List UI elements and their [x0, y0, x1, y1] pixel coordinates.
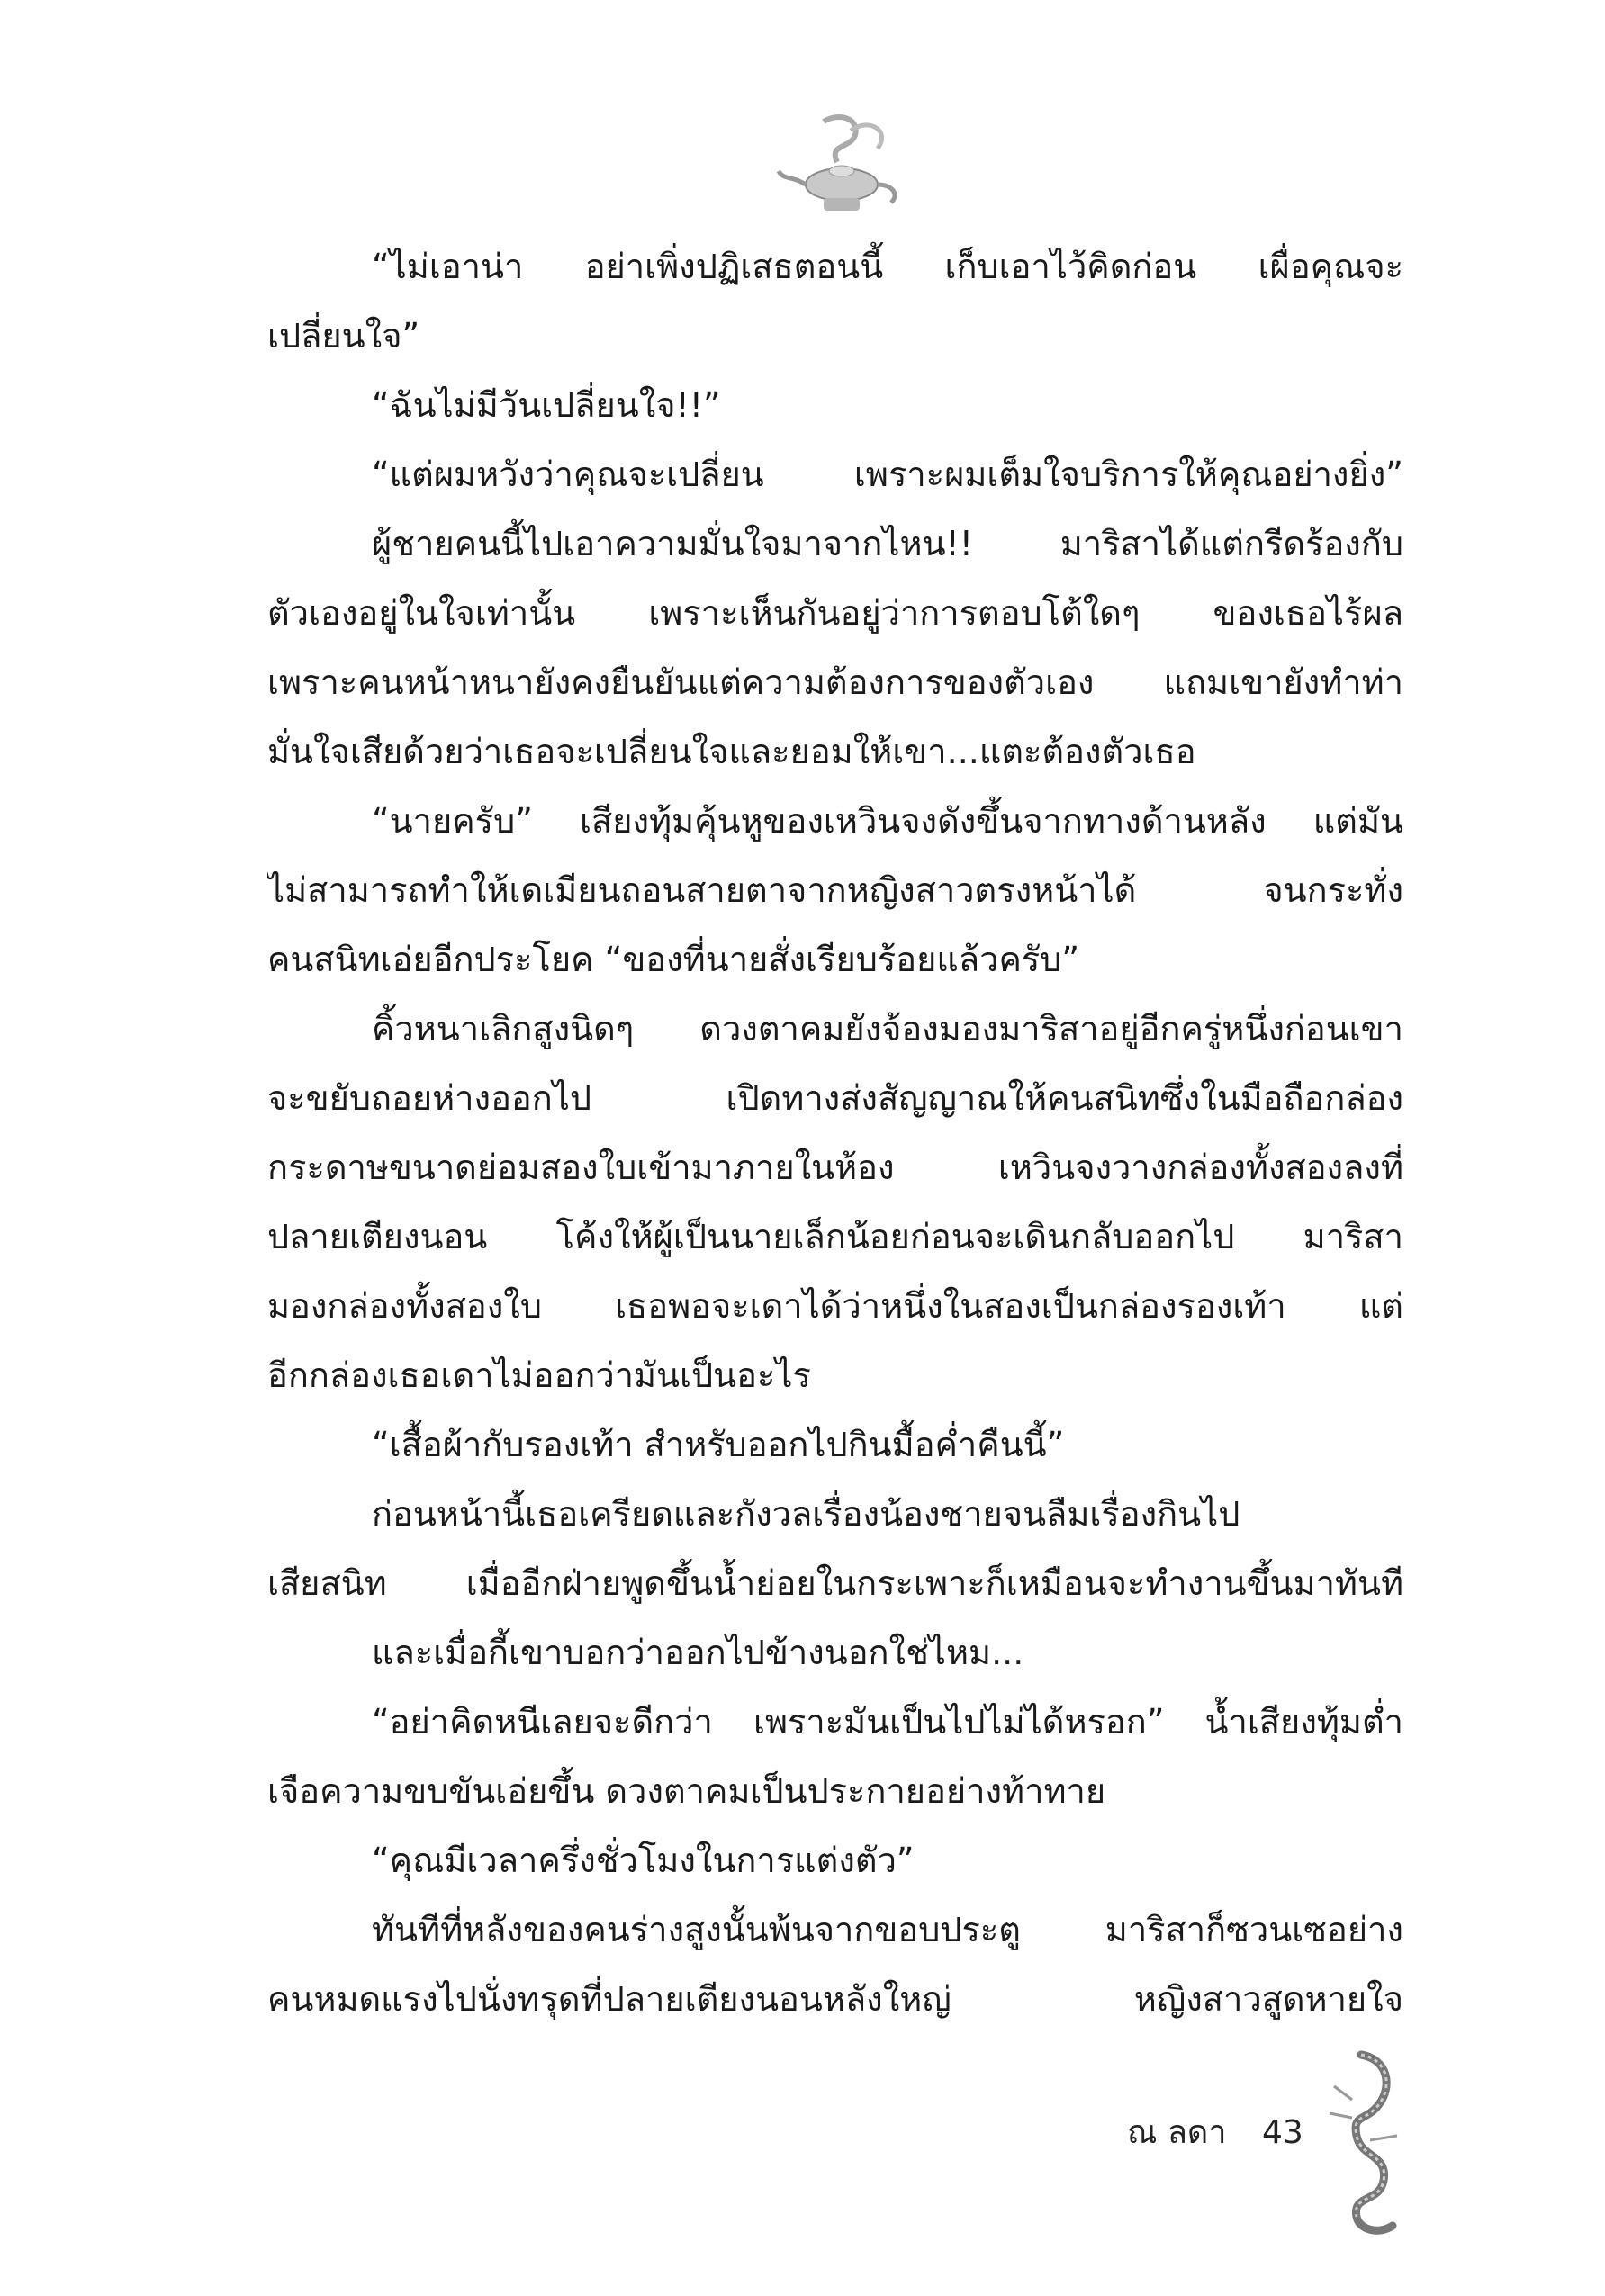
page-number: 43 [1261, 2114, 1303, 2151]
text-line: “อย่าคิดหนีเลยจะดีกว่า เพราะมันเป็นไปไม่ได้หรอก” น้ำเสียงทุ้มต่ำ [372, 1702, 1403, 1742]
text-line: เปลี่ยนใจ” [267, 316, 420, 356]
text-line: “นายครับ” เสียงทุ้มคุ้นหูของเหวินจงดังขึ้นจากทางด้านหลัง แต่มัน [372, 801, 1403, 841]
text-line: ไม่สามารถทำให้เดเมียนถอนสายตาจากหญิงสาวตรงหน้าได้ จนกระทั่ง [267, 870, 1403, 910]
text-line: ทันทีที่หลังของคนร่างสูงนั้นพ้นจากขอบประตู มาริสาก็ซวนเซอย่าง [372, 1910, 1403, 1949]
text-line: “คุณมีเวลาครึ่งชั่วโมงในการแต่งตัว” [372, 1841, 915, 1880]
text-line: “ฉันไม่มีวันเปลี่ยนใจ!!” [372, 385, 721, 425]
text-line: เพราะคนหน้าหนายังคงยืนยันแต่ความต้องการของตัวเอง แถมเขายังทำท่า [267, 662, 1403, 702]
text-line: ตัวเองอยู่ในใจเท่านั้น เพราะเห็นกันอยู่ว่าการตอบโต้ใดๆ ของเธอไร้ผล [267, 593, 1403, 633]
author-name: ณ ลดา [1127, 2114, 1227, 2151]
text-line: กระดาษขนาดย่อมสองใบเข้ามาภายในห้อง เหวินจงวางกล่องทั้งสองลงที่ [267, 1148, 1403, 1187]
text-line: เสียสนิท เมื่ออีกฝ่ายพูดขึ้นน้ำย่อยในกระเพาะก็เหมือนจะทำงานขึ้นมาทันที [267, 1563, 1403, 1603]
text-line: ผู้ชายคนนี้ไปเอาความมั่นใจมาจากไหน!! มาริสาได้แต่กรีดร้องกับ [372, 524, 1403, 563]
dragon-icon [1316, 2050, 1402, 2239]
page-footer [1127, 2106, 1329, 2157]
text-line: มองกล่องทั้งสองใบ เธอพอจะเดาได้ว่าหนึ่งในสองเป็นกล่องรองเท้า แต่ [267, 1286, 1403, 1326]
text-line: “ไม่เอาน่า อย่าเพิ่งปฏิเสธตอนนี้ เก็บเอาไว้คิดก่อน เผื่อคุณจะ [372, 247, 1403, 286]
body-text [267, 232, 1403, 2034]
text-line: คนหมดแรงไปนั่งทรุดที่ปลายเตียงนอนหลังใหญ่ หญิงสาวสูดหายใจ [267, 1979, 1403, 2019]
text-line: เจือความขบขันเอ่ยขึ้น ดวงตาคมเป็นประกายอย่างท้าทาย [267, 1771, 1106, 1811]
text-line: จะขยับถอยห่างออกไป เปิดทางส่งสัญญาณให้คนสนิทซึ่งในมือถือกล่อง [267, 1078, 1403, 1118]
text-line: “เสื้อผ้ากับรองเท้า สำหรับออกไปกินมื้อค่ำคืนนี้” [372, 1425, 1065, 1464]
text-line: มั่นใจเสียด้วยว่าเธอจะเปลี่ยนใจและยอมให้เขา...แตะต้องตัวเธอ [267, 732, 1196, 771]
text-line: ปลายเตียงนอน โค้งให้ผู้เป็นนายเล็กน้อยก่อนจะเดินกลับออกไป มาริสา [267, 1217, 1403, 1256]
text-line: ก่อนหน้านี้เธอเครียดและกังวลเรื่องน้องชายจนลืมเรื่องกินไป [372, 1494, 1240, 1534]
text-line: อีกกล่องเธอเดาไม่ออกว่ามันเป็นอะไร [267, 1355, 811, 1395]
text-line: คนสนิทเอ่ยอีกประโยค “ของที่นายสั่งเรียบร้อยแล้วครับ” [267, 940, 1080, 979]
text-line: “แต่ผมหวังว่าคุณจะเปลี่ยน เพราะผมเต็มใจบริการให้คุณอย่างยิ่ง” [372, 455, 1403, 494]
text-line: คิ้วหนาเลิกสูงนิดๆ ดวงตาคมยังจ้องมองมาริสาอยู่อีกครู่หนึ่งก่อนเขา [372, 1009, 1403, 1049]
genie-lamp-icon [774, 113, 909, 230]
text-line: และเมื่อกี้เขาบอกว่าออกไปข้างนอกใช่ไหม... [372, 1633, 1024, 1672]
